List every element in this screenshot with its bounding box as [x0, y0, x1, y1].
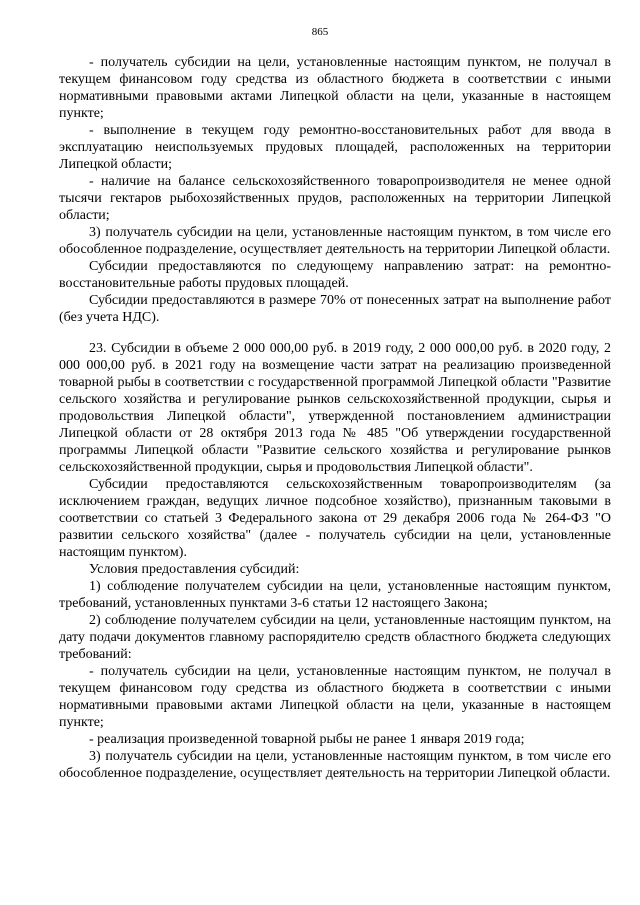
paragraph: 3) получатель субсидии на цели, установленные настоящим пунктом, в том числе его обособленное подразделение, осуществляет деятельность на территории Липецкой области.	[59, 749, 611, 781]
paragraph: Субсидии предоставляются в размере 70% от понесенных затрат на выполнение работ (без учета НДС).	[59, 293, 611, 325]
paragraph: Субсидии предоставляются сельскохозяйственным товаропроизводителям (за исключением граждан, ведущих личное подсобное хозяйство), признанным таковыми в соответствии со статьей 3 Федерального закона от 29 декабря 2006 года № 264-ФЗ "О развитии сельского хозяйства" (далее - получатель субсидии на цели, установленные настоящим пунктом).	[59, 477, 611, 560]
paragraph: Условия предоставления субсидий:	[89, 562, 300, 577]
paragraph: - получатель субсидии на цели, установленные настоящим пунктом, не получал в текущем финансовом году средства из областного бюджета в соответствии с иными нормативными правовыми актами Липецкой области на цели, указанные в настоящем пункте;	[59, 664, 611, 730]
paragraph: - наличие на балансе сельскохозяйственного товаропроизводителя не менее одной тысячи гектаров рыбохозяйственных прудов, расположенных на территории Липецкой области;	[59, 174, 611, 223]
page-number: 865	[311, 26, 329, 38]
paragraph: - получатель субсидии на цели, установленные настоящим пунктом, не получал в текущем финансовом году средства из областного бюджета в соответствии с иными нормативными правовыми актами Липецкой области на цели, указанные в настоящем пункте;	[59, 55, 611, 121]
paragraph: 2) соблюдение получателем субсидии на цели, установленные настоящим пунктом, на дату подачи документов главному распорядителю средств областного бюджета следующих требований:	[59, 613, 611, 662]
paragraph: 3) получатель субсидии на цели, установленные настоящим пунктом, в том числе его обособленное подразделение, осуществляет деятельность на территории Липецкой области.	[59, 225, 611, 257]
paragraph: Субсидии предоставляются по следующему направлению затрат: на ремонтно-восстановительные работы прудовых площадей.	[59, 259, 611, 291]
paragraph: - выполнение в текущем году ремонтно-восстановительных работ для ввода в эксплуатацию неиспользуемых прудовых площадей, расположенных на территории Липецкой области;	[59, 123, 611, 172]
paragraph-section-23: 23. Субсидии в объеме 2 000 000,00 руб. в 2019 году, 2 000 000,00 руб. в 2020 году, 2 000 000,00 руб. в 2021 году на возмещение части затрат на реализацию произведенной товарной рыбы в соответствии с государственной программой Липецкой области "Развитие сельского хозяйства и регулирование рынков сельскохозяйственной продукции, сырья и продовольствия Липецкой области", утвержденной постановлением администрации Липецкой области от 28 октября 2013 года № 485 "Об утверждении государственной программы Липецкой области "Развитие сельского хозяйства и регулирование рынков сельскохозяйственной продукции, сырья и продовольствия Липецкой области".	[59, 341, 611, 475]
paragraph: - реализация произведенной товарной рыбы не ранее 1 января 2019 года;	[89, 732, 525, 747]
document-body	[59, 54, 611, 782]
paragraph: 1) соблюдение получателем субсидии на цели, установленные настоящим пунктом, требований, установленных пунктами 3-6 статьи 12 настоящего Закона;	[59, 579, 611, 611]
